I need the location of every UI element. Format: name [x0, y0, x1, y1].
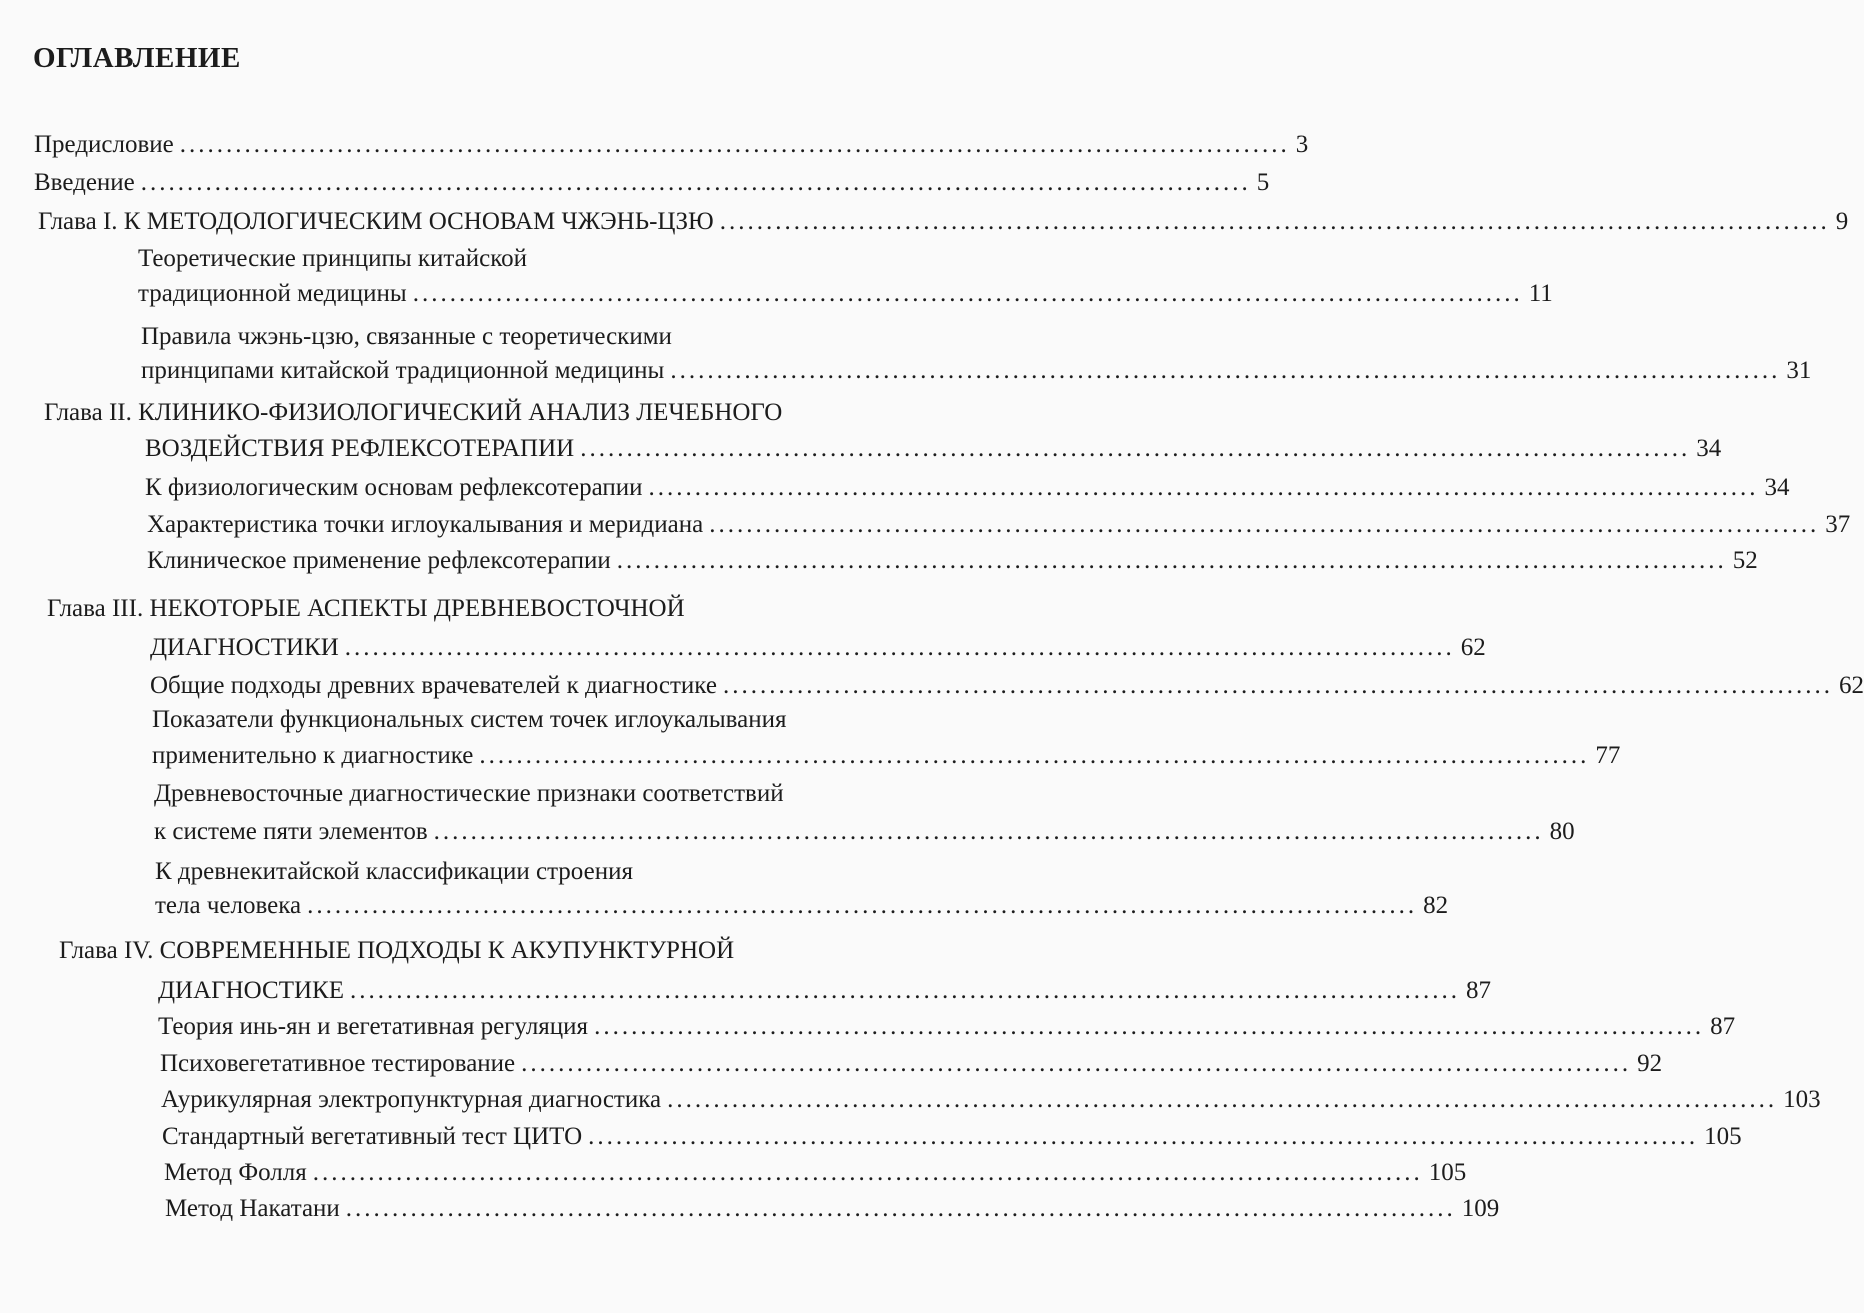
toc-page-number: 103: [1783, 1086, 1821, 1113]
toc-entry-title: Психовегетативное тестирование: [160, 1050, 516, 1077]
dot-leader: ........................................................................................................................: [588, 1123, 1699, 1150]
toc-entry-title: Характеристика точки иглоукалывания и меридиана: [147, 511, 704, 538]
toc-entry-title: Теоретические принципы китайской: [138, 245, 527, 272]
toc-page-number: 9: [1835, 208, 1849, 235]
toc-page-number: 62: [1460, 634, 1486, 661]
toc-entry-title: Метод Фолля: [164, 1159, 307, 1186]
toc-entry-title: Стандартный вегетативный тест ЦИТО: [162, 1123, 583, 1150]
toc-entry-line: [150, 669, 1864, 703]
page-title: ОГЛАВЛЕНИЕ: [33, 42, 241, 74]
toc-entry-line: [154, 815, 1575, 849]
toc-entry-line: [158, 1010, 1736, 1044]
dot-leader: ........................................................................................................................: [709, 511, 1820, 538]
dot-leader: ........................................................................................................................: [670, 357, 1781, 384]
toc-entry-title: Показатели функциональных систем точек иглоукалывания: [152, 706, 787, 733]
dot-leader: ........................................................................................................................: [722, 672, 1833, 699]
toc-entry-title: к системе пяти элементов: [154, 818, 428, 845]
dot-leader: ........................................................................................................................: [349, 977, 1460, 1004]
dot-leader: ........................................................................................................................: [648, 474, 1759, 501]
dot-leader: ........................................................................................................................: [307, 892, 1418, 919]
toc-entry-title: Клиническое применение рефлексотерапии: [147, 547, 611, 574]
toc-page-number: 34: [1764, 474, 1790, 501]
toc-entry-line: [145, 471, 1790, 505]
toc-entry-title: ДИАГНОСТИКИ: [150, 634, 339, 661]
dot-leader: ........................................................................................................................: [667, 1086, 1778, 1113]
toc-entry-title: Введение: [34, 169, 135, 196]
toc-entry-line: [161, 1083, 1821, 1117]
toc-entry-line: [154, 777, 784, 811]
toc-entry-line: [152, 703, 786, 737]
toc-entry-title: Общие подходы древних врачевателей к диагностике: [150, 672, 717, 699]
toc-entry-line: [34, 166, 1270, 200]
toc-entry-title: К древнекитайской классификации строения: [155, 858, 633, 885]
dot-leader: ........................................................................................................................: [412, 280, 1523, 307]
dot-leader: ........................................................................................................................: [433, 818, 1544, 845]
toc-entry-title: ВОЗДЕЙСТВИЯ РЕФЛЕКСОТЕРАПИИ: [145, 435, 575, 462]
toc-page-number: 34: [1696, 435, 1722, 462]
toc-entry-line: [155, 889, 1449, 923]
dot-leader: ........................................................................................................................: [616, 547, 1727, 574]
toc-entry-title: ДИАГНОСТИКЕ: [158, 977, 344, 1004]
toc-page-number: 31: [1786, 357, 1812, 384]
toc-entry-line: [155, 855, 633, 889]
toc-page-number: 87: [1465, 977, 1491, 1004]
toc-page-number: 105: [1704, 1123, 1742, 1150]
toc-entry-title: Глава II. КЛИНИКО-ФИЗИОЛОГИЧЕСКИЙ АНАЛИЗ ЛЕЧЕБНОГО: [44, 399, 783, 426]
toc-entry-title: традиционной медицины: [138, 280, 407, 307]
toc-entry-line: [138, 277, 1553, 311]
dot-leader: ........................................................................................................................: [345, 1195, 1456, 1222]
toc-entry-title: Теория инь-ян и вегетативная регуляция: [158, 1013, 589, 1040]
toc-entry-line: [138, 242, 527, 276]
toc-entry-line: [152, 739, 1621, 773]
toc-entry-line: [44, 396, 782, 430]
toc-entry-line: [141, 354, 1812, 388]
toc-entry-line: [147, 544, 1758, 578]
toc-page-number: 52: [1732, 547, 1758, 574]
toc-entry-line: [47, 592, 685, 626]
toc-entry-line: [160, 1047, 1663, 1081]
dot-leader: ........................................................................................................................: [580, 435, 1691, 462]
dot-leader: ........................................................................................................................: [179, 131, 1290, 158]
toc-entry-title: Глава I. К МЕТОДОЛОГИЧЕСКИМ ОСНОВАМ ЧЖЭНЬ-ЦЗЮ: [38, 208, 714, 235]
toc-page-number: 11: [1528, 280, 1553, 307]
toc-page-number: 5: [1256, 169, 1270, 196]
toc-entry-title: применительно к диагностике: [152, 742, 474, 769]
toc-page-number: 87: [1710, 1013, 1736, 1040]
toc-page-number: 37: [1825, 511, 1851, 538]
toc-page-number: 77: [1595, 742, 1621, 769]
toc-entry-title: принципами китайской традиционной медицины: [141, 357, 665, 384]
toc-entry-line: [38, 205, 1849, 239]
dot-leader: ........................................................................................................................: [312, 1159, 1423, 1186]
dot-leader: ........................................................................................................................: [344, 634, 1455, 661]
toc-entry-line: [147, 508, 1851, 542]
toc-entry-title: тела человека: [155, 892, 302, 919]
toc-entry-title: Метод Накатани: [165, 1195, 340, 1222]
toc-page-number: 109: [1461, 1195, 1500, 1222]
toc-page-number: 105: [1428, 1159, 1467, 1186]
toc-entry-line: [145, 432, 1722, 466]
toc-entry-line: [150, 631, 1486, 665]
dot-leader: ........................................................................................................................: [479, 742, 1590, 769]
toc-entry-line: [165, 1192, 1500, 1226]
toc-entry-title: Древневосточные диагностические признаки соответствий: [154, 780, 784, 807]
toc-entry-line: [34, 128, 1309, 162]
toc-entry-title: К физиологическим основам рефлексотерапии: [145, 474, 643, 501]
toc-page-number: 92: [1637, 1050, 1663, 1077]
dot-leader: ........................................................................................................................: [521, 1050, 1632, 1077]
toc-entry-line: [164, 1156, 1467, 1190]
toc-entry-line: [158, 974, 1491, 1008]
dot-leader: ........................................................................................................................: [719, 208, 1830, 235]
toc-page-number: 80: [1549, 818, 1575, 845]
toc-entry-title: Аурикулярная электропунктурная диагностика: [161, 1086, 662, 1113]
toc-entry-title: Правила чжэнь-цзю, связанные с теоретическими: [141, 323, 672, 350]
toc-entry-line: [162, 1120, 1742, 1154]
toc-entry-title: Глава IV. СОВРЕМЕННЫЕ ПОДХОДЫ К АКУПУНКТУРНОЙ: [59, 937, 735, 964]
toc-page-number: 3: [1295, 131, 1309, 158]
dot-leader: ........................................................................................................................: [140, 169, 1251, 196]
dot-leader: ........................................................................................................................: [594, 1013, 1705, 1040]
toc-page-number: 82: [1423, 892, 1449, 919]
toc-entry-line: [59, 934, 734, 968]
toc-entry-title: Предисловие: [34, 131, 174, 158]
toc-entry-title: Глава III. НЕКОТОРЫЕ АСПЕКТЫ ДРЕВНЕВОСТОЧНОЙ: [47, 595, 685, 622]
toc-entry-line: [141, 320, 672, 354]
toc-page-number: 62: [1838, 672, 1864, 699]
